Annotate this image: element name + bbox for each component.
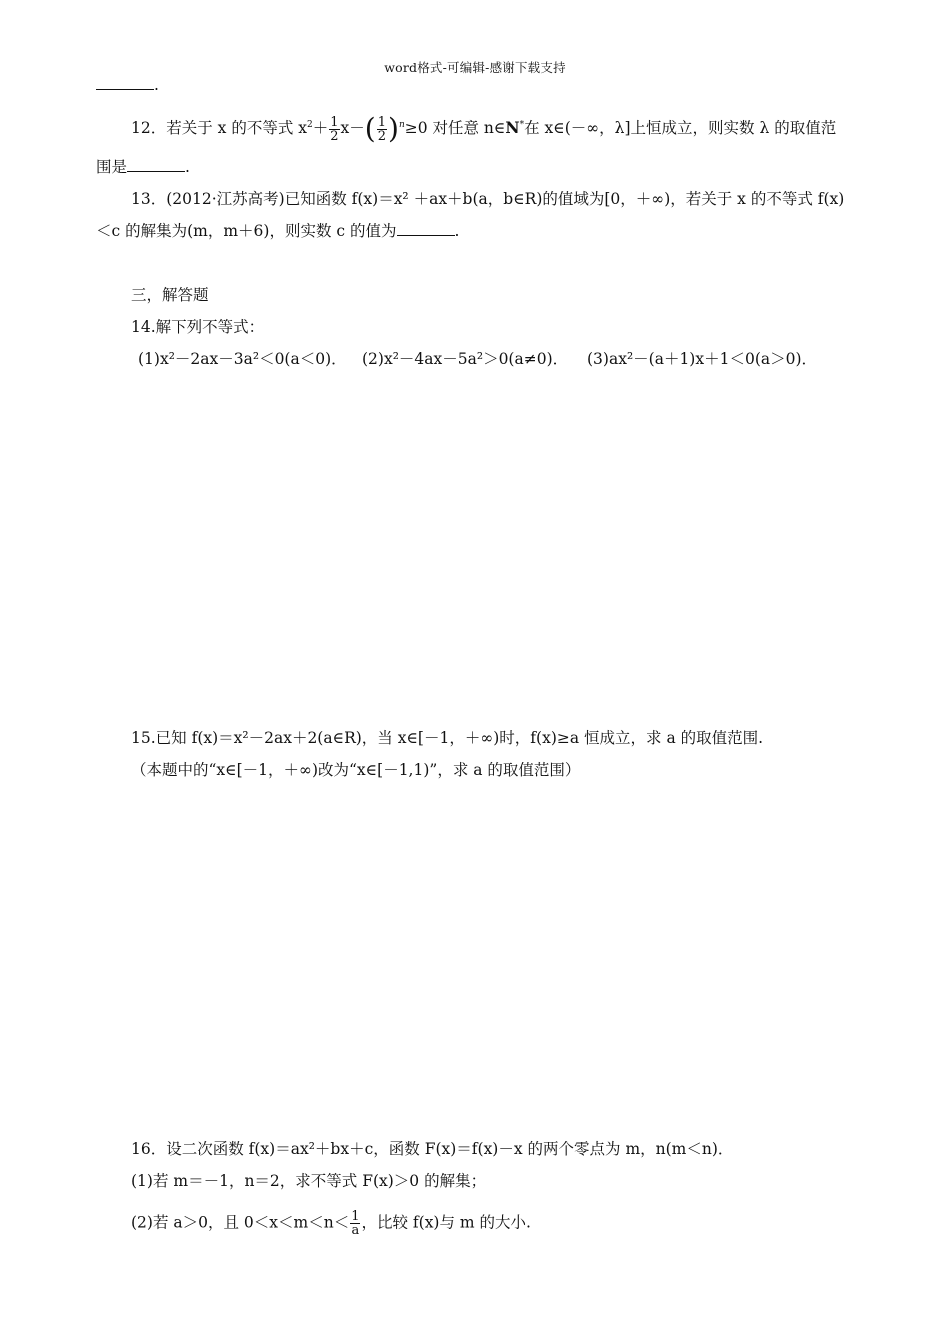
q12-frac2-num: 1 bbox=[377, 114, 386, 130]
answer-blank bbox=[397, 221, 455, 236]
question-14-item-2: (2)x²－4ax－5a²＞0(a≠0)． bbox=[362, 350, 569, 368]
question-14-title: 14.解下列不等式： bbox=[131, 318, 265, 336]
q12-part4: ≥0 对任意 n∈ bbox=[404, 119, 506, 138]
q12-part2: ＋ bbox=[312, 119, 329, 138]
q16-frac-den: a bbox=[351, 1223, 360, 1238]
section-title: 三，解答题 bbox=[131, 286, 209, 304]
top-blank-suffix: . bbox=[154, 76, 159, 94]
right-paren: ) bbox=[388, 112, 399, 146]
q13-line2-suffix: . bbox=[454, 222, 460, 240]
question-14-item-1: (1)x²－2ax－3a²＜0(a＜0)． bbox=[138, 350, 347, 368]
question-15-line-2: （本题中的“x∈[－1，＋∞)改为“x∈[－1,1)”，求 a 的取值范围） bbox=[131, 761, 581, 779]
question-12-line-2 bbox=[96, 156, 190, 178]
question-16-line-2: (1)若 m＝－1，n＝2，求不等式 F(x)＞0 的解集； bbox=[131, 1172, 487, 1190]
q12-exponent: 2 bbox=[307, 120, 313, 130]
answer-blank bbox=[127, 157, 185, 172]
question-12-line-1 bbox=[131, 112, 837, 146]
question-16-line-1: 16．设二次函数 f(x)＝ax²＋bx＋c，函数 F(x)＝f(x)－x 的两个零点为 m，n(m＜n)． bbox=[131, 1140, 734, 1158]
left-paren: ( bbox=[364, 112, 376, 146]
question-16-line-3 bbox=[131, 1210, 531, 1237]
question-13-line-2 bbox=[96, 220, 459, 242]
q12-line2-prefix: 围是 bbox=[96, 158, 128, 176]
q12-fraction-2 bbox=[377, 116, 387, 143]
q12-line2-suffix: . bbox=[185, 158, 190, 176]
q13-line2-prefix: ＜c 的解集为(m，m＋6)，则实数 c 的值为 bbox=[96, 222, 397, 240]
q12-bold-n: N bbox=[505, 118, 520, 138]
q12-part1: 12．若关于 x 的不等式 x bbox=[131, 119, 307, 138]
top-answer-line bbox=[96, 74, 159, 96]
q16-line3-prefix: (2)若 a＞0，且 0＜x＜m＜n＜ bbox=[131, 1213, 350, 1232]
q16-fraction bbox=[350, 1210, 360, 1237]
q16-line3-suffix: ，比较 f(x)与 m 的大小. bbox=[361, 1213, 531, 1232]
question-14-item-3: (3)ax²－(a＋1)x＋1＜0(a＞0)． bbox=[587, 350, 818, 368]
q12-frac2-den: 2 bbox=[377, 128, 386, 144]
q16-frac-num: 1 bbox=[351, 1209, 360, 1224]
q12-fraction bbox=[329, 116, 339, 143]
q12-part3: x－ bbox=[340, 119, 365, 138]
q12-frac-num: 1 bbox=[330, 114, 339, 130]
q12-frac-den: 2 bbox=[330, 128, 339, 144]
q12-star: * bbox=[519, 120, 525, 130]
question-15-line-1: 15.已知 f(x)＝x²－2ax＋2(a∈R)，当 x∈[－1，＋∞)时，f(x)≥a 恒成立，求 a 的取值范围. bbox=[131, 729, 764, 747]
page-header: word格式-可编辑-感谢下载支持 bbox=[384, 60, 566, 75]
answer-blank bbox=[96, 75, 154, 90]
q12-exponent-n: n bbox=[398, 120, 405, 130]
q12-part5: 在 x∈(－∞，λ]上恒成立，则实数 λ 的取值范 bbox=[524, 119, 837, 138]
question-13-line-1: 13．(2012·江苏高考)已知函数 f(x)＝x² ＋ax＋b(a，b∈R)的值域为[0，＋∞)，若关于 x 的不等式 f(x) bbox=[131, 190, 845, 208]
